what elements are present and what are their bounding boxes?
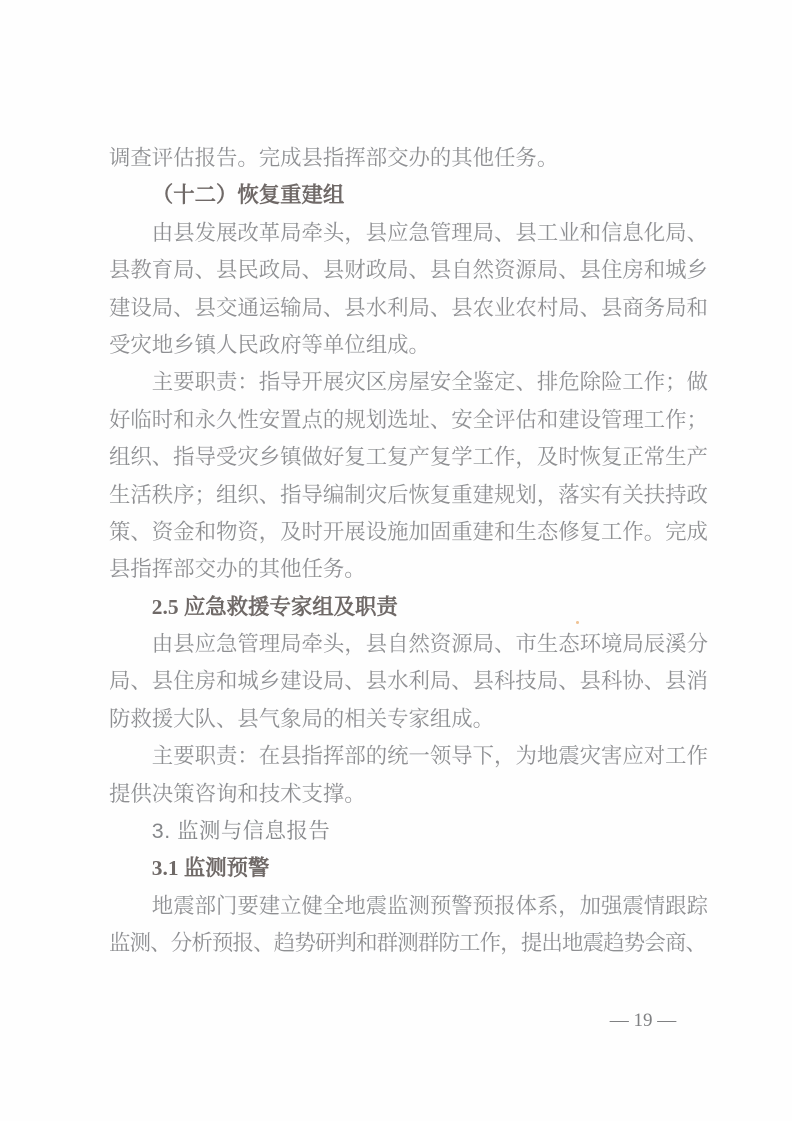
- text-line: 生活秩序；组织、指导编制灾后恢复重建规划，落实有关扶持政: [109, 482, 708, 507]
- text-line: 组织、指导受灾乡镇做好复工复产复学工作，及时恢复正常生产: [109, 445, 708, 470]
- text-line: 监测、分析预报、趋势研判和群测群防工作，提出地震趋势会商、: [109, 931, 707, 956]
- text-line: 主要职责：在县指挥部的统一领导下，为地震灾害应对工作: [151, 744, 708, 769]
- text-line: 地震部门要建立健全地震监测预警预报体系，加强震情跟踪: [151, 893, 708, 918]
- text-line: 好临时和永久性安置点的规划选址、安全评估和建设管理工作；: [109, 407, 708, 432]
- text-line: 策、资金和物资，及时开展设施加固重建和生态修复工作。完成: [109, 519, 708, 544]
- scan-artifact: [576, 621, 579, 624]
- text-line: 县教育局、县民政局、县财政局、县自然资源局、县住房和城乡: [109, 258, 708, 283]
- text-line: 主要职责：指导开展灾区房屋安全鉴定、排危除险工作；做: [151, 370, 708, 395]
- text-line: 受灾地乡镇人民政府等单位组成。: [109, 332, 430, 357]
- text-line: 建设局、县交通运输局、县水利局、县农业农村局、县商务局和: [109, 295, 708, 320]
- text-line: 由县应急管理局牵头，县自然资源局、市生态环境局辰溪分: [151, 632, 708, 657]
- text-line: 防救援大队、县气象局的相关专家组成。: [109, 706, 495, 731]
- heading-expert-group: 2.5 应急救援专家组及职责: [151, 594, 398, 619]
- text-line: 提供决策咨询和技术支撑。: [109, 781, 366, 806]
- document-body: [109, 140, 713, 963]
- page-number: — 19 —: [609, 1010, 677, 1031]
- heading-monitoring-warning: 3.1 监测预警: [151, 856, 270, 881]
- text-line: 县指挥部交办的其他任务。: [109, 557, 366, 582]
- text-line: 局、县住房和城乡建设局、县水利局、县科技局、县科协、县消: [109, 669, 708, 694]
- text-line: 由县发展改革局牵头，县应急管理局、县工业和信息化局、: [151, 220, 708, 245]
- heading-monitoring-report: 3. 监测与信息报告: [151, 819, 331, 844]
- text-line: 调查评估报告。完成县指挥部交办的其他任务。: [109, 146, 559, 170]
- heading-recovery-group: （十二）恢复重建组: [151, 183, 345, 208]
